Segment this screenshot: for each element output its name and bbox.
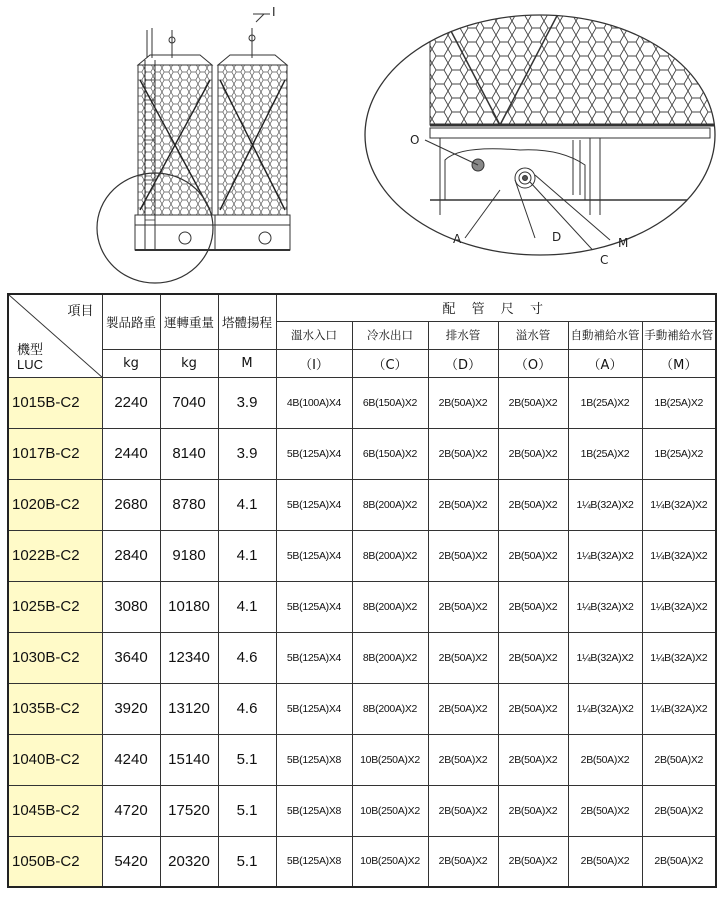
pipe-D-cell: 2B(50A)X2 xyxy=(428,632,498,683)
operating-weight-cell: 10180 xyxy=(160,581,218,632)
table-row xyxy=(8,530,716,581)
table-row xyxy=(8,632,716,683)
pipe-col-name: 手動補給水管 xyxy=(642,321,716,349)
operating-weight-cell: 12340 xyxy=(160,632,218,683)
pipe-A-cell: 1¼B(32A)X2 xyxy=(568,632,642,683)
pipe-M-cell: 2B(50A)X2 xyxy=(642,836,716,887)
operating-weight-cell: 8780 xyxy=(160,479,218,530)
head-cell: 4.1 xyxy=(218,530,276,581)
pipe-D-cell: 2B(50A)X2 xyxy=(428,479,498,530)
model-cell: 1015B-C2 xyxy=(8,377,102,428)
pipe-C-cell: 8B(200A)X2 xyxy=(352,632,428,683)
pipe-D-cell: 2B(50A)X2 xyxy=(428,734,498,785)
piping-group-header: 配 管 尺 寸 xyxy=(276,294,716,321)
pipe-I-cell: 5B(125A)X4 xyxy=(276,428,352,479)
pipe-M-cell: 1¼B(32A)X2 xyxy=(642,683,716,734)
operating-weight-cell: 7040 xyxy=(160,377,218,428)
weight-cell: 3080 xyxy=(102,581,160,632)
head-cell: 4.6 xyxy=(218,683,276,734)
model-cell: 1030B-C2 xyxy=(8,632,102,683)
pipe-I-cell: 5B(125A)X4 xyxy=(276,479,352,530)
pipe-I-cell: 5B(125A)X8 xyxy=(276,785,352,836)
head-cell: 5.1 xyxy=(218,734,276,785)
drawings-area xyxy=(0,0,720,290)
pipe-col-code: （C） xyxy=(352,349,428,377)
pipe-A-cell: 2B(50A)X2 xyxy=(568,836,642,887)
corner-header-cell xyxy=(8,294,102,377)
pipe-I-cell: 5B(125A)X8 xyxy=(276,836,352,887)
operating-weight-cell: 20320 xyxy=(160,836,218,887)
pipe-I-cell: 5B(125A)X4 xyxy=(276,632,352,683)
operating-weight-cell: 8140 xyxy=(160,428,218,479)
weight-cell: 2240 xyxy=(102,377,160,428)
pipe-O-cell: 2B(50A)X2 xyxy=(498,683,568,734)
weight-cell: 3920 xyxy=(102,683,160,734)
table-row xyxy=(8,683,716,734)
unit-row xyxy=(8,349,716,377)
weight-cell: 4720 xyxy=(102,785,160,836)
pipe-col-name: 溫水入口 xyxy=(276,321,352,349)
head-cell: 5.1 xyxy=(218,785,276,836)
pipe-A-cell: 2B(50A)X2 xyxy=(568,734,642,785)
pipe-O-cell: 2B(50A)X2 xyxy=(498,734,568,785)
pipe-col-name: 溢水管 xyxy=(498,321,568,349)
pipe-M-cell: 2B(50A)X2 xyxy=(642,785,716,836)
model-cell: 1020B-C2 xyxy=(8,479,102,530)
pipe-I-cell: 5B(125A)X4 xyxy=(276,530,352,581)
spec-table xyxy=(7,293,717,888)
model-cell: 1050B-C2 xyxy=(8,836,102,887)
head-cell: 3.9 xyxy=(218,377,276,428)
unit-m: M xyxy=(218,349,276,377)
callout-O: O xyxy=(410,133,420,147)
pipe-C-cell: 8B(200A)X2 xyxy=(352,530,428,581)
corner-item-label: 項目 xyxy=(67,304,94,319)
operating-weight-cell: 13120 xyxy=(160,683,218,734)
pipe-M-cell: 1¼B(32A)X2 xyxy=(642,632,716,683)
pipe-D-cell: 2B(50A)X2 xyxy=(428,836,498,887)
pipe-A-cell: 1¼B(32A)X2 xyxy=(568,530,642,581)
pipe-C-cell: 8B(200A)X2 xyxy=(352,581,428,632)
pipe-col-name: 冷水出口 xyxy=(352,321,428,349)
pipe-C-cell: 8B(200A)X2 xyxy=(352,479,428,530)
table-row xyxy=(8,581,716,632)
model-cell: 1025B-C2 xyxy=(8,581,102,632)
pipe-O-cell: 2B(50A)X2 xyxy=(498,530,568,581)
head-cell: 4.6 xyxy=(218,632,276,683)
callout-I: I xyxy=(272,5,276,19)
callout-M: M xyxy=(618,236,629,250)
head-cell: 5.1 xyxy=(218,836,276,887)
pipe-I-cell: 5B(125A)X8 xyxy=(276,734,352,785)
pipe-A-cell: 1¼B(32A)X2 xyxy=(568,683,642,734)
model-cell: 1035B-C2 xyxy=(8,683,102,734)
pipe-O-cell: 2B(50A)X2 xyxy=(498,479,568,530)
corner-model-label: 機型 xyxy=(17,343,44,358)
corner-luc-label: LUC xyxy=(17,357,44,372)
table-row xyxy=(8,428,716,479)
pipe-C-cell: 6B(150A)X2 xyxy=(352,428,428,479)
pipe-A-cell: 1B(25A)X2 xyxy=(568,428,642,479)
col-head-header: 塔體揚程 xyxy=(218,294,276,349)
operating-weight-cell: 15140 xyxy=(160,734,218,785)
pipe-I-cell: 4B(100A)X4 xyxy=(276,377,352,428)
unit-kg: kg xyxy=(102,349,160,377)
pipe-col-code: （D） xyxy=(428,349,498,377)
table-row xyxy=(8,785,716,836)
pipe-D-cell: 2B(50A)X2 xyxy=(428,530,498,581)
table-row xyxy=(8,734,716,785)
head-cell: 4.1 xyxy=(218,479,276,530)
pipe-O-cell: 2B(50A)X2 xyxy=(498,632,568,683)
col-operating-header: 運轉重量 xyxy=(160,294,218,349)
table-row xyxy=(8,377,716,428)
unit-kg: kg xyxy=(160,349,218,377)
pipe-A-cell: 1¼B(32A)X2 xyxy=(568,479,642,530)
table-body xyxy=(8,377,716,887)
tower-elevation xyxy=(135,14,290,250)
pipe-M-cell: 2B(50A)X2 xyxy=(642,734,716,785)
model-cell: 1040B-C2 xyxy=(8,734,102,785)
pipe-D-cell: 2B(50A)X2 xyxy=(428,377,498,428)
pipe-M-cell: 1¼B(32A)X2 xyxy=(642,530,716,581)
weight-cell: 3640 xyxy=(102,632,160,683)
pipe-col-name: 自動補給水管 xyxy=(568,321,642,349)
pipe-O-cell: 2B(50A)X2 xyxy=(498,785,568,836)
pipe-M-cell: 1B(25A)X2 xyxy=(642,377,716,428)
pipe-I-cell: 5B(125A)X4 xyxy=(276,683,352,734)
model-cell: 1022B-C2 xyxy=(8,530,102,581)
weight-cell: 2440 xyxy=(102,428,160,479)
pipe-C-cell: 8B(200A)X2 xyxy=(352,683,428,734)
pipe-O-cell: 2B(50A)X2 xyxy=(498,581,568,632)
pipe-O-cell: 2B(50A)X2 xyxy=(498,428,568,479)
pipe-I-cell: 5B(125A)X4 xyxy=(276,581,352,632)
pipe-A-cell: 1¼B(32A)X2 xyxy=(568,581,642,632)
pipe-D-cell: 2B(50A)X2 xyxy=(428,428,498,479)
pipe-C-cell: 10B(250A)X2 xyxy=(352,836,428,887)
pipe-col-code: （O） xyxy=(498,349,568,377)
weight-cell: 2840 xyxy=(102,530,160,581)
pipe-O-cell: 2B(50A)X2 xyxy=(498,836,568,887)
pipe-A-cell: 2B(50A)X2 xyxy=(568,785,642,836)
pipe-col-code: （I） xyxy=(276,349,352,377)
pipe-M-cell: 1B(25A)X2 xyxy=(642,428,716,479)
pipe-C-cell: 6B(150A)X2 xyxy=(352,377,428,428)
callout-A: A xyxy=(453,232,462,246)
table-row xyxy=(8,836,716,887)
operating-weight-cell: 17520 xyxy=(160,785,218,836)
weight-cell: 4240 xyxy=(102,734,160,785)
pipe-col-name: 排水管 xyxy=(428,321,498,349)
pipe-M-cell: 1¼B(32A)X2 xyxy=(642,479,716,530)
callout-C: C xyxy=(600,253,609,267)
operating-weight-cell: 9180 xyxy=(160,530,218,581)
pipe-C-cell: 10B(250A)X2 xyxy=(352,785,428,836)
pipe-A-cell: 1B(25A)X2 xyxy=(568,377,642,428)
callout-D: D xyxy=(552,230,562,244)
pipe-O-cell: 2B(50A)X2 xyxy=(498,377,568,428)
pipe-D-cell: 2B(50A)X2 xyxy=(428,581,498,632)
model-cell: 1045B-C2 xyxy=(8,785,102,836)
head-cell: 4.1 xyxy=(218,581,276,632)
cooling-tower-drawing xyxy=(0,0,720,290)
pipe-D-cell: 2B(50A)X2 xyxy=(428,683,498,734)
pipe-D-cell: 2B(50A)X2 xyxy=(428,785,498,836)
pipe-C-cell: 10B(250A)X2 xyxy=(352,734,428,785)
head-cell: 3.9 xyxy=(218,428,276,479)
model-cell: 1017B-C2 xyxy=(8,428,102,479)
weight-cell: 2680 xyxy=(102,479,160,530)
pipe-col-code: （M） xyxy=(642,349,716,377)
col-weight-header: 製品路重 xyxy=(102,294,160,349)
weight-cell: 5420 xyxy=(102,836,160,887)
table-row xyxy=(8,479,716,530)
pipe-col-code: （A） xyxy=(568,349,642,377)
pipe-M-cell: 1¼B(32A)X2 xyxy=(642,581,716,632)
